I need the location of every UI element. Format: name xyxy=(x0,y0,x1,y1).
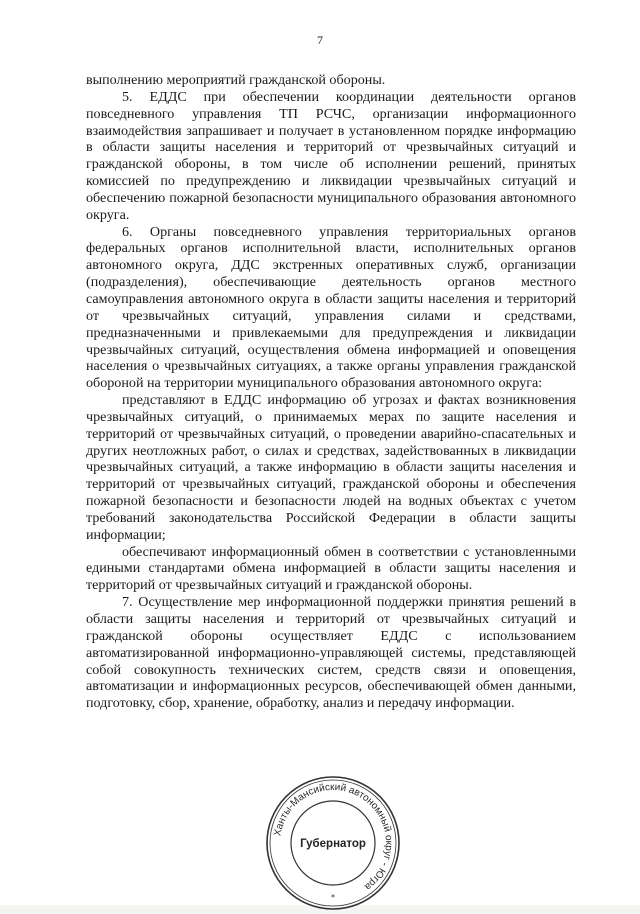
paragraph-item-6-exchange: обеспечивают информационный обмен в соответствии с установленными едиными стандартами обмена информацией в области защиты населения и территорий от чрезвычайных ситуаций и гражданской обороны. xyxy=(86,543,576,594)
paragraph-item-7: 7. Осуществление мер информационной поддержки принятия решений в области защиты населения и территорий от чрезвычайных ситуаций и гражданской обороны осуществляет ЕДДС с использованием автоматизированной информационно-управляющей системы, представляющей собой совокупность технических систем, средств связи и оповещения, автоматизации и информационных ресурсов, обеспечивающей обмен данными, подготовку, сбор, хранение, обработку, анализ и передачу информации. xyxy=(86,594,576,712)
seal-center-text: Губернатор xyxy=(300,838,366,850)
document-body xyxy=(86,72,576,712)
seal-star-icon: * xyxy=(331,893,335,902)
paragraph-continuation: выполнению мероприятий гражданской обороны. xyxy=(86,72,386,88)
paragraph-item-6: 6. Органы повседневного управления территориальных органов федеральных органов исполнительной власти, исполнительных органов автономного округа, ДДС экстренных оперативных служб, организации (подразделения), обеспечивающие деятельность органов местного самоуправления автономного округа в области защиты населения и территорий от чрезвычайных ситуаций, управления силами и средствами, предназначенными и привлекаемыми для предупреждения и ликвидации чрезвычайных ситуаций, осуществления обмена информацией и оповещения населения о чрезвычайных ситуациях, а также органы управления гражданской обороной на территории муниципального образования автономного округа: xyxy=(86,223,576,392)
paragraph-item-6-provide: представляют в ЕДДС информацию об угрозах и фактах возникновения чрезвычайных ситуаций, о принимаемых мерах по защите населения и территорий от чрезвычайных ситуаций, о проведении аварийно-спасательных и других неотложных работ, о силах и средствах, задействованных в ликвидации чрезвычайных ситуаций, а также информацию в области защиты населения и территорий от чрезвычайных ситуаций, гражданской обороны и обеспечения пожарной безопасности и безопасности людей на водных объектах с учетом требований законодательства Российской Федерации в области защиты информации; xyxy=(86,392,576,543)
paragraph-item-5: 5. ЕДДС при обеспечении координации деятельности органов повседневного управления ТП РСЧС, организации информационного взаимодействия запрашивает и получает в установленном порядке информацию в области защиты населения и территорий от чрезвычайных ситуаций и гражданской обороны, в том числе об исполнении решений, принятых комиссией по предупреждению и ликвидации чрезвычайных ситуаций и обеспечению пожарной безопасности муниципального образования автономного округа. xyxy=(86,88,576,223)
seal-ring-text: Ханты-Мансийский автономный округ - Югра xyxy=(272,781,395,893)
page-number: 7 xyxy=(317,33,323,47)
governor-seal-stamp xyxy=(262,772,404,914)
